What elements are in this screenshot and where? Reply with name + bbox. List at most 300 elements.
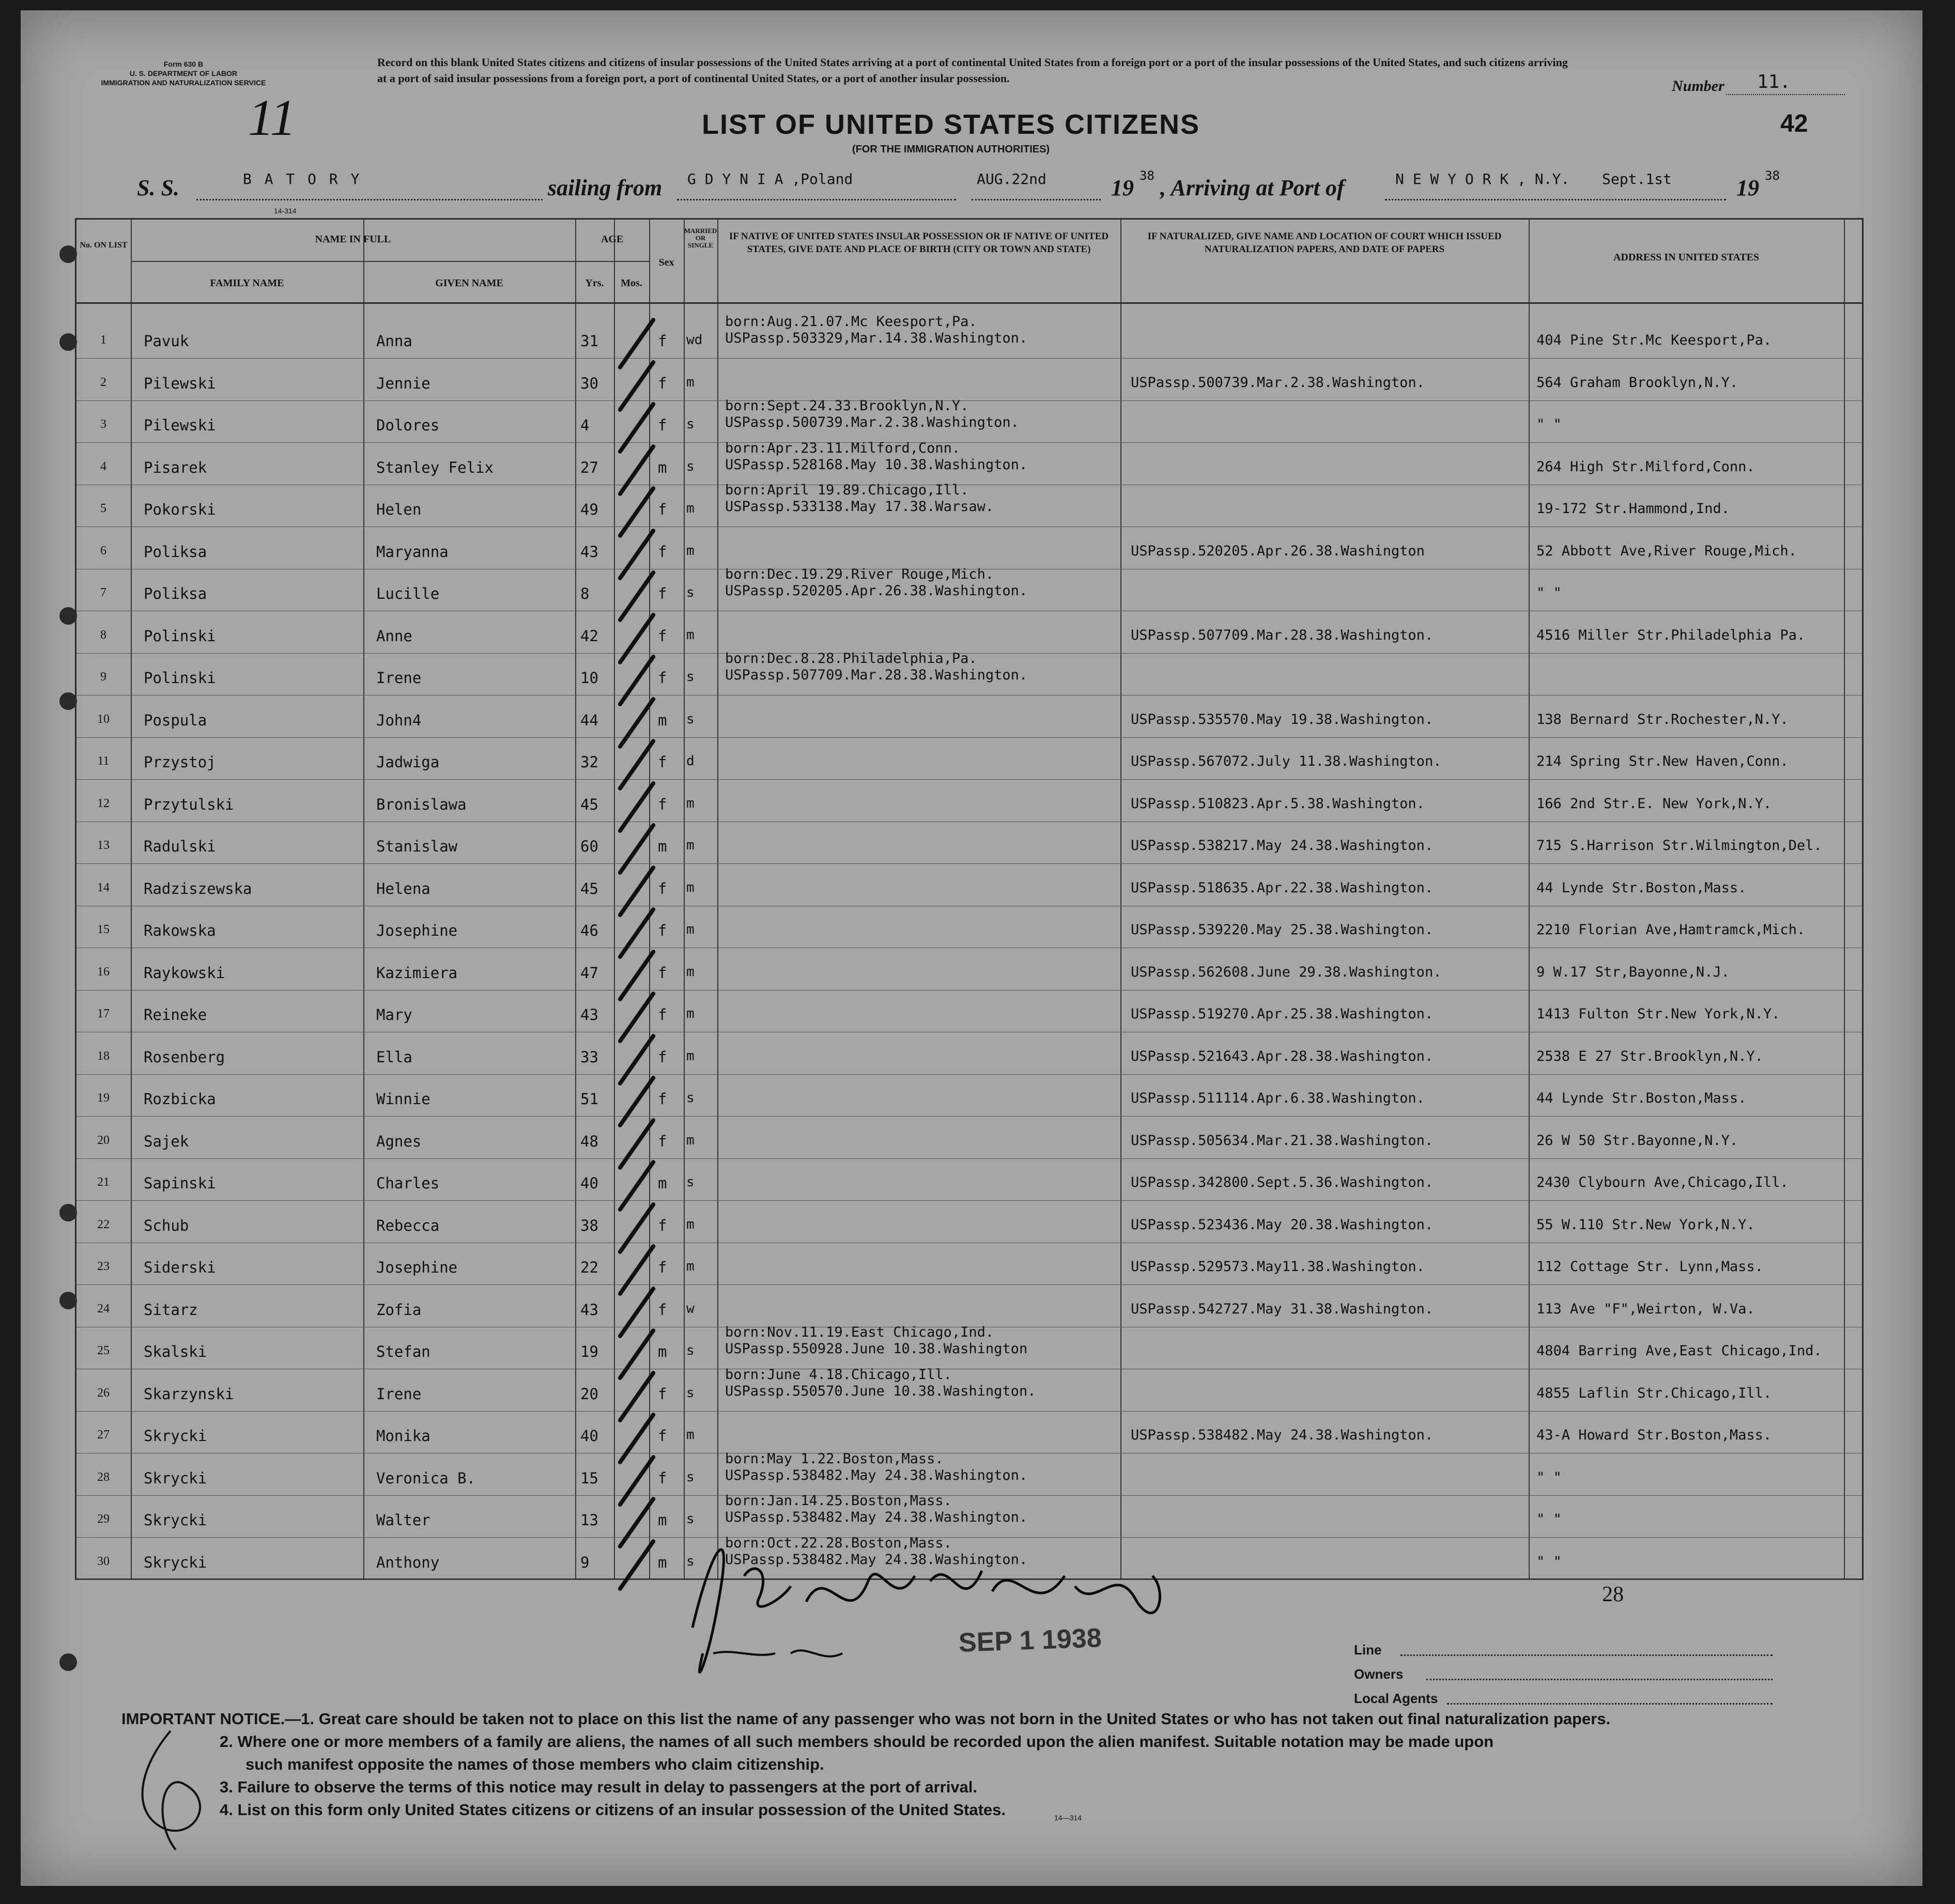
age-years: 45 — [580, 879, 598, 897]
col-divider — [1844, 220, 1845, 1578]
passport-info: USPassp.550570.June 10.38.Washington. — [725, 1383, 1036, 1399]
naturalization-info: USPassp.505634.Mar.21.38.Washington. — [1131, 1132, 1434, 1149]
number-line — [1726, 94, 1845, 95]
family-name: Pilewski — [144, 374, 216, 392]
passport-info: USPassp.520205.Apr.26.38.Washington. — [725, 583, 1028, 599]
naturalization-info: USPassp.507709.Mar.28.38.Washington. — [1131, 627, 1434, 643]
form-identifier — [98, 59, 269, 87]
marital-status: s — [686, 711, 695, 727]
given-name: Charles — [376, 1174, 440, 1192]
notice-1: —1. Great care should be taken not to place on this list the name of any passenger who was not born in the United States or who has not taken out final naturalization papers. — [285, 1710, 1611, 1728]
col-divider — [684, 220, 685, 1578]
marital-status: m — [686, 1427, 695, 1443]
us-address: 55 W.110 Str.New York,N.Y. — [1536, 1216, 1755, 1233]
age-years: 40 — [580, 1427, 598, 1445]
col-divider — [1529, 220, 1530, 1578]
naturalization-info: USPassp.342800.Sept.5.36.Washington. — [1131, 1174, 1434, 1190]
col-name-in-full: NAME IN FULL — [315, 234, 391, 245]
marital-status: m — [686, 501, 695, 516]
age-years: 10 — [580, 669, 598, 687]
birth-info: born:Dec.8.28.Philadelphia,Pa. — [725, 651, 977, 667]
binding-hole — [59, 1204, 77, 1221]
age-years: 43 — [580, 1006, 598, 1024]
row-number: 25 — [97, 1344, 110, 1357]
manifest-table — [75, 218, 1864, 1580]
age-years: 19 — [580, 1343, 598, 1360]
arrival-year: 38 — [1765, 168, 1780, 183]
col-age: AGE — [601, 234, 624, 245]
arrival-port-line — [1385, 199, 1726, 200]
manifest-sheet — [21, 10, 1922, 1886]
handwritten-number: 11 — [248, 89, 296, 146]
us-address: 44 Lynde Str.Boston,Mass. — [1536, 1090, 1747, 1106]
family-name: Pilewski — [144, 416, 216, 434]
arrival-port: N E W Y O R K , N.Y. — [1395, 171, 1570, 188]
notice-2a: 2. Where one or more members of a family are aliens, the names of all such members should be recorded upon the alien manifest. Suitable notation may be made upon — [220, 1732, 1494, 1751]
header-bottom-rule — [76, 302, 1862, 304]
sex: f — [658, 501, 667, 518]
passport-info: USPassp.500739.Mar.2.38.Washington. — [725, 414, 1019, 430]
age-years: 43 — [580, 1301, 598, 1319]
col-naturalized: IF NATURALIZED, GIVE NAME AND LOCATION OF COURT WHICH ISSUED NATURALIZATION PAPERS, AND DATE OF PAPERS — [1147, 231, 1502, 255]
col-yrs: Yrs. — [585, 277, 604, 289]
check-mark — [617, 1538, 656, 1591]
marital-status: m — [686, 795, 695, 811]
row-number: 16 — [97, 965, 110, 979]
line-field — [1400, 1654, 1773, 1656]
row-number: 28 — [97, 1470, 110, 1484]
marital-status: m — [686, 964, 695, 980]
us-address: 43-A Howard Str.Boston,Mass. — [1536, 1427, 1772, 1443]
us-address: " " — [1536, 585, 1562, 601]
row-rule — [76, 442, 1862, 443]
marital-status: s — [686, 1174, 695, 1190]
age-years: 13 — [580, 1511, 598, 1529]
sex: f — [658, 1006, 667, 1024]
family-name: Skalski — [144, 1343, 207, 1360]
passport-info: USPassp.528168.May 10.38.Washington. — [725, 456, 1028, 473]
given-name: Rebecca — [376, 1216, 440, 1234]
given-name: Anne — [376, 627, 412, 645]
sex: m — [658, 1343, 667, 1360]
binding-hole — [59, 1653, 77, 1671]
sex: f — [658, 669, 667, 687]
binding-hole — [59, 607, 77, 625]
age-years: 46 — [580, 922, 598, 939]
us-address: 9 W.17 Str,Bayonne,N.J. — [1536, 964, 1730, 980]
given-name: Irene — [376, 669, 422, 687]
naturalization-info: USPassp.529573.May11.38.Washington. — [1131, 1259, 1425, 1275]
us-address: 166 2nd Str.E. New York,N.Y. — [1536, 795, 1772, 812]
col-divider — [614, 220, 615, 1578]
sex: f — [658, 1216, 667, 1234]
age-years: 33 — [580, 1048, 598, 1066]
marital-status: d — [686, 753, 695, 769]
naturalization-info: USPassp.500739.Mar.2.38.Washington. — [1131, 374, 1425, 391]
naturalization-info: USPassp.519270.Apr.25.38.Washington. — [1131, 1006, 1434, 1022]
sex: f — [658, 1469, 667, 1487]
passport-info: USPassp.538482.May 24.38.Washington. — [725, 1467, 1028, 1483]
family-name: Rakowska — [144, 922, 216, 939]
naturalization-info: USPassp.539220.May 25.38.Washington. — [1131, 922, 1434, 938]
sex: f — [658, 1385, 667, 1403]
row-number: 18 — [97, 1049, 110, 1063]
notice-2b: such manifest opposite the names of those members who claim citizenship. — [245, 1755, 824, 1773]
us-address: 138 Bernard Str.Rochester,N.Y. — [1536, 711, 1789, 727]
departure-date-line — [972, 199, 1101, 200]
age-years: 47 — [580, 964, 598, 982]
notice-3: 3. Failure to observe the terms of this notice may result in delay to passengers at the port of arrival. — [220, 1778, 978, 1796]
row-rule — [76, 863, 1862, 864]
row-rule — [76, 737, 1862, 738]
family-name: Skrycki — [144, 1427, 207, 1445]
sailing-label: sailing from — [548, 175, 663, 200]
given-name: John4 — [376, 711, 422, 729]
row-number: 19 — [97, 1091, 110, 1105]
given-name: Zofia — [376, 1301, 422, 1319]
given-name: Lucille — [376, 585, 440, 602]
col-divider — [131, 220, 132, 1578]
birth-info: born:Nov.11.19.East Chicago,Ind. — [725, 1324, 994, 1340]
marital-status: m — [686, 1048, 695, 1064]
birth-info: born:Apr.23.11.Milford,Conn. — [725, 440, 961, 456]
age-years: 30 — [580, 374, 598, 392]
row-rule — [76, 400, 1862, 401]
age-years: 45 — [580, 795, 598, 813]
given-name: Irene — [376, 1385, 422, 1403]
notice-4: 4. List on this form only United States citizens or citizens of an insular possession of the United States. — [220, 1801, 1006, 1819]
family-name: Sajek — [144, 1132, 189, 1150]
given-name: Maryanna — [376, 543, 449, 561]
marital-status: s — [686, 416, 695, 432]
marital-status: s — [686, 1090, 695, 1106]
handwritten-mark — [119, 1721, 233, 1855]
sex: f — [658, 964, 667, 982]
marital-status: s — [686, 458, 695, 474]
from-port-line — [677, 199, 956, 200]
family-name: Rosenberg — [144, 1048, 225, 1066]
us-address: 44 Lynde Str.Boston,Mass. — [1536, 879, 1747, 896]
us-address: " " — [1536, 1469, 1562, 1485]
age-years: 8 — [580, 585, 590, 602]
row-number: 29 — [97, 1512, 110, 1526]
birth-info: born:Aug.21.07.Mc Keesport,Pa. — [725, 314, 977, 330]
family-name: Sitarz — [144, 1301, 198, 1319]
family-name: Rozbicka — [144, 1090, 216, 1108]
given-name: Anthony — [376, 1553, 440, 1571]
marital-status: m — [686, 543, 695, 559]
given-name: Winnie — [376, 1090, 430, 1108]
col-married: MARRIED OR SINGLE — [684, 227, 717, 249]
sex: m — [658, 458, 667, 476]
departure-year: 38 — [1140, 168, 1154, 183]
departure-date: AUG.22nd — [977, 171, 1046, 188]
col-divider — [575, 220, 576, 1578]
us-address: 52 Abbott Ave,River Rouge,Mich. — [1536, 543, 1797, 559]
us-address: 4855 Laflin Str.Chicago,Ill. — [1536, 1385, 1772, 1401]
footer-form-code: 14—314 — [1054, 1814, 1082, 1822]
marital-status: s — [686, 1385, 695, 1401]
sex: f — [658, 332, 667, 350]
given-name: Stanislaw — [376, 838, 458, 855]
us-address: 4516 Miller Str.Philadelphia Pa. — [1536, 627, 1806, 643]
birth-info: born:Jan.14.25.Boston,Mass. — [725, 1493, 952, 1509]
age-years: 38 — [580, 1216, 598, 1234]
row-rule — [76, 1495, 1862, 1496]
sex: f — [658, 374, 667, 392]
date-stamp: SEP 1 1938 — [958, 1623, 1102, 1658]
given-name: Dolores — [376, 416, 440, 434]
sex: f — [658, 795, 667, 813]
family-name: Reineke — [144, 1006, 207, 1024]
naturalization-info: USPassp.562608.June 29.38.Washington. — [1131, 964, 1442, 980]
family-name: Radziszewska — [144, 879, 252, 897]
age-years: 9 — [580, 1553, 590, 1571]
us-address: " " — [1536, 1553, 1562, 1570]
row-number: 5 — [100, 502, 106, 515]
row-rule — [76, 1116, 1862, 1117]
marital-status: m — [686, 1006, 695, 1021]
given-name: Jennie — [376, 374, 430, 392]
col-divider — [1120, 220, 1121, 1578]
naturalization-info: USPassp.538217.May 24.38.Washington. — [1131, 838, 1434, 854]
row-number: 4 — [100, 459, 106, 473]
row-rule — [76, 1411, 1862, 1412]
family-name: Skrycki — [144, 1553, 207, 1571]
marital-status: m — [686, 1259, 695, 1274]
owners-field — [1426, 1679, 1773, 1680]
age-years: 4 — [580, 416, 590, 434]
age-years: 22 — [580, 1259, 598, 1276]
instructions-text: Record on this blank United States citizens and citizens of insular possessions of the United States arriving at a port of continental United States from a foreign port or a port of the insular possessions of the United States, and such citizens arriving at a port of said insular possessions from a foreign port, a port of continental United States, or a port of another insular possession. — [377, 56, 1568, 85]
given-name: Ella — [376, 1048, 412, 1066]
marital-status: m — [686, 1216, 695, 1232]
age-years: 49 — [580, 501, 598, 518]
family-name: Poliksa — [144, 543, 207, 561]
given-name: Kazimiera — [376, 964, 458, 982]
row-number: 13 — [97, 839, 110, 852]
naturalization-info: USPassp.542727.May 31.38.Washington. — [1131, 1301, 1434, 1317]
age-years: 42 — [580, 627, 598, 645]
row-number: 3 — [100, 417, 106, 431]
given-name: Agnes — [376, 1132, 422, 1150]
family-name: Przytulski — [144, 795, 234, 813]
us-address: 715 S.Harrison Str.Wilmington,Del. — [1536, 838, 1822, 854]
birth-info: born:May 1.22.Boston,Mass. — [725, 1450, 944, 1467]
local-agents-field — [1447, 1703, 1773, 1705]
us-address: 113 Ave "F",Weirton, W.Va. — [1536, 1301, 1755, 1317]
row-number: 14 — [97, 880, 110, 894]
local-agents-label: Local Agents — [1354, 1691, 1438, 1706]
row-number: 1 — [100, 333, 106, 347]
row-number: 26 — [97, 1386, 110, 1400]
col-no: No. ON LIST — [80, 241, 128, 250]
us-address: 4804 Barring Ave,East Chicago,Ind. — [1536, 1343, 1822, 1359]
sex: f — [658, 1048, 667, 1066]
sex: f — [658, 753, 667, 771]
age-years: 48 — [580, 1132, 598, 1150]
passport-info: USPassp.538482.May 24.38.Washington. — [725, 1509, 1028, 1525]
family-name: Pospula — [144, 711, 207, 729]
family-name: Polinski — [144, 669, 216, 687]
passport-info: USPassp.503329,Mar.14.38.Washington. — [725, 330, 1028, 346]
us-address: 264 High Str.Milford,Conn. — [1536, 458, 1755, 475]
age-years: 20 — [580, 1385, 598, 1403]
from-port: G D Y N I A ,Poland — [687, 171, 853, 188]
naturalization-info: USPassp.521643.Apr.28.38.Washington. — [1131, 1048, 1434, 1064]
ss-label: S. S. — [137, 175, 179, 200]
sex: m — [658, 1174, 667, 1192]
age-years: 44 — [580, 711, 598, 729]
arriving-label: , Arriving at Port of — [1160, 175, 1345, 200]
number-label: Number — [1672, 78, 1725, 95]
age-years: 27 — [580, 458, 598, 476]
naturalization-info: USPassp.538482.May 24.38.Washington. — [1131, 1427, 1434, 1443]
col-divider — [717, 220, 718, 1578]
family-name: Pokorski — [144, 501, 216, 518]
family-name: Siderski — [144, 1259, 216, 1276]
sex: f — [658, 1301, 667, 1319]
us-address: 214 Spring Str.New Haven,Conn. — [1536, 753, 1789, 769]
row-number: 23 — [97, 1260, 110, 1273]
ship-name: B A T O R Y — [243, 171, 362, 188]
binding-hole — [59, 333, 77, 351]
document-subtitle: (FOR THE IMMIGRATION AUTHORITIES) — [852, 144, 1050, 155]
given-name: Helena — [376, 879, 430, 897]
marital-status: m — [686, 374, 695, 390]
sex: f — [658, 543, 667, 561]
naturalization-info: USPassp.520205.Apr.26.38.Washington — [1131, 543, 1425, 559]
row-rule — [76, 1158, 1862, 1159]
marital-status: m — [686, 627, 695, 643]
row-rule — [76, 358, 1862, 359]
col-sex: Sex — [658, 257, 674, 268]
row-number: 2 — [100, 375, 106, 389]
naturalization-info: USPassp.518635.Apr.22.38.Washington. — [1131, 879, 1434, 896]
family-name: Raykowski — [144, 964, 225, 982]
sex: m — [658, 1553, 667, 1571]
sex: f — [658, 922, 667, 939]
row-number: 27 — [97, 1428, 110, 1442]
header-subdivider — [131, 261, 575, 262]
family-name: Schub — [144, 1216, 189, 1234]
row-rule — [76, 1200, 1862, 1201]
line-label: Line — [1354, 1642, 1382, 1658]
binding-hole — [59, 245, 77, 263]
birth-info: born:Oct.22.28.Boston,Mass. — [725, 1535, 952, 1551]
owners-label: Owners — [1354, 1666, 1404, 1682]
us-address: 2430 Clybourn Ave,Chicago,Ill. — [1536, 1174, 1789, 1190]
family-name: Poliksa — [144, 585, 207, 602]
document-title: LIST OF UNITED STATES CITIZENS — [702, 109, 1200, 140]
age-years: 32 — [580, 753, 598, 771]
page-number: 42 — [1780, 110, 1808, 137]
given-name: Veronica B. — [376, 1469, 476, 1487]
given-name: Jadwiga — [376, 753, 440, 771]
us-address: " " — [1536, 416, 1562, 432]
sex: f — [658, 1090, 667, 1108]
family-name: Przystoj — [144, 753, 216, 771]
marital-status: s — [686, 1469, 695, 1485]
service-name: IMMIGRATION AND NATURALIZATION SERVICE — [101, 79, 266, 87]
voyage-form-code: 14-314 — [274, 207, 297, 215]
header-subdivider — [575, 261, 649, 262]
family-name: Skarzynski — [144, 1385, 234, 1403]
marital-status: s — [686, 1553, 695, 1569]
row-rule — [76, 1284, 1862, 1285]
naturalization-info: USPassp.567072.July 11.38.Washington. — [1131, 753, 1442, 769]
passport-info: USPassp.507709.Mar.28.38.Washington. — [725, 667, 1028, 683]
given-name: Walter — [376, 1511, 430, 1529]
naturalization-info: USPassp.535570.May 19.38.Washington. — [1131, 711, 1434, 727]
given-name: Josephine — [376, 1259, 458, 1276]
family-name: Radulski — [144, 838, 216, 855]
marital-status: s — [686, 585, 695, 600]
us-address: 112 Cottage Str. Lynn,Mass. — [1536, 1259, 1763, 1275]
us-address: " " — [1536, 1511, 1562, 1527]
arrival-date: Sept.1st — [1602, 171, 1672, 188]
row-number: 11 — [97, 754, 110, 768]
given-name: Anna — [376, 332, 412, 350]
row-number: 12 — [97, 796, 110, 810]
col-address: ADDRESS IN UNITED STATES — [1613, 252, 1760, 263]
row-rule — [76, 1074, 1862, 1075]
us-address: 2538 E 27 Str.Brooklyn,N.Y. — [1536, 1048, 1763, 1064]
sex: m — [658, 838, 667, 855]
marital-status: m — [686, 1132, 695, 1148]
given-name: Mary — [376, 1006, 412, 1024]
binding-hole — [59, 1292, 77, 1309]
row-number: 22 — [97, 1217, 110, 1231]
col-given-name: GIVEN NAME — [435, 277, 503, 289]
birth-info: born:April 19.89.Chicago,Ill. — [725, 482, 969, 498]
sex: f — [658, 1132, 667, 1150]
family-name: Pavuk — [144, 332, 189, 350]
given-name: Josephine — [376, 922, 458, 939]
passport-info: USPassp.533138.May 17.38.Warsaw. — [725, 499, 994, 515]
sex: f — [658, 879, 667, 897]
us-address: 2210 Florian Ave,Hamtramck,Mich. — [1536, 922, 1806, 938]
given-name: Helen — [376, 501, 422, 518]
row-number: 7 — [100, 586, 106, 599]
row-number: 24 — [97, 1302, 110, 1315]
given-name: Monika — [376, 1427, 430, 1445]
age-years: 60 — [580, 838, 598, 855]
age-years: 51 — [580, 1090, 598, 1108]
given-name: Bronislawa — [376, 795, 467, 813]
passport-info: USPassp.550928.June 10.38.Washington — [725, 1341, 1028, 1357]
us-address: 564 Graham Brooklyn,N.Y. — [1536, 374, 1738, 391]
year-prefix: 19 — [1111, 175, 1134, 200]
sex: f — [658, 627, 667, 645]
marital-status: m — [686, 879, 695, 895]
age-years: 40 — [580, 1174, 598, 1192]
row-number: 10 — [97, 712, 110, 726]
row-number: 15 — [97, 923, 110, 936]
birth-info: born:Dec.19.29.River Rouge,Mich. — [725, 566, 994, 582]
family-name: Skrycki — [144, 1511, 207, 1529]
age-years: 31 — [580, 332, 598, 350]
notice-line-1 — [121, 1708, 1879, 1730]
col-family-name: FAMILY NAME — [210, 277, 284, 289]
sex: f — [658, 585, 667, 602]
birth-info: born:Sept.24.33.Brooklyn,N.Y. — [725, 398, 969, 414]
arrival-year-prefix: 19 — [1736, 175, 1759, 200]
marital-status: m — [686, 838, 695, 853]
given-name: Stanley Felix — [376, 458, 494, 476]
total-count: 28 — [1602, 1583, 1624, 1606]
given-name: Stefan — [376, 1343, 430, 1360]
